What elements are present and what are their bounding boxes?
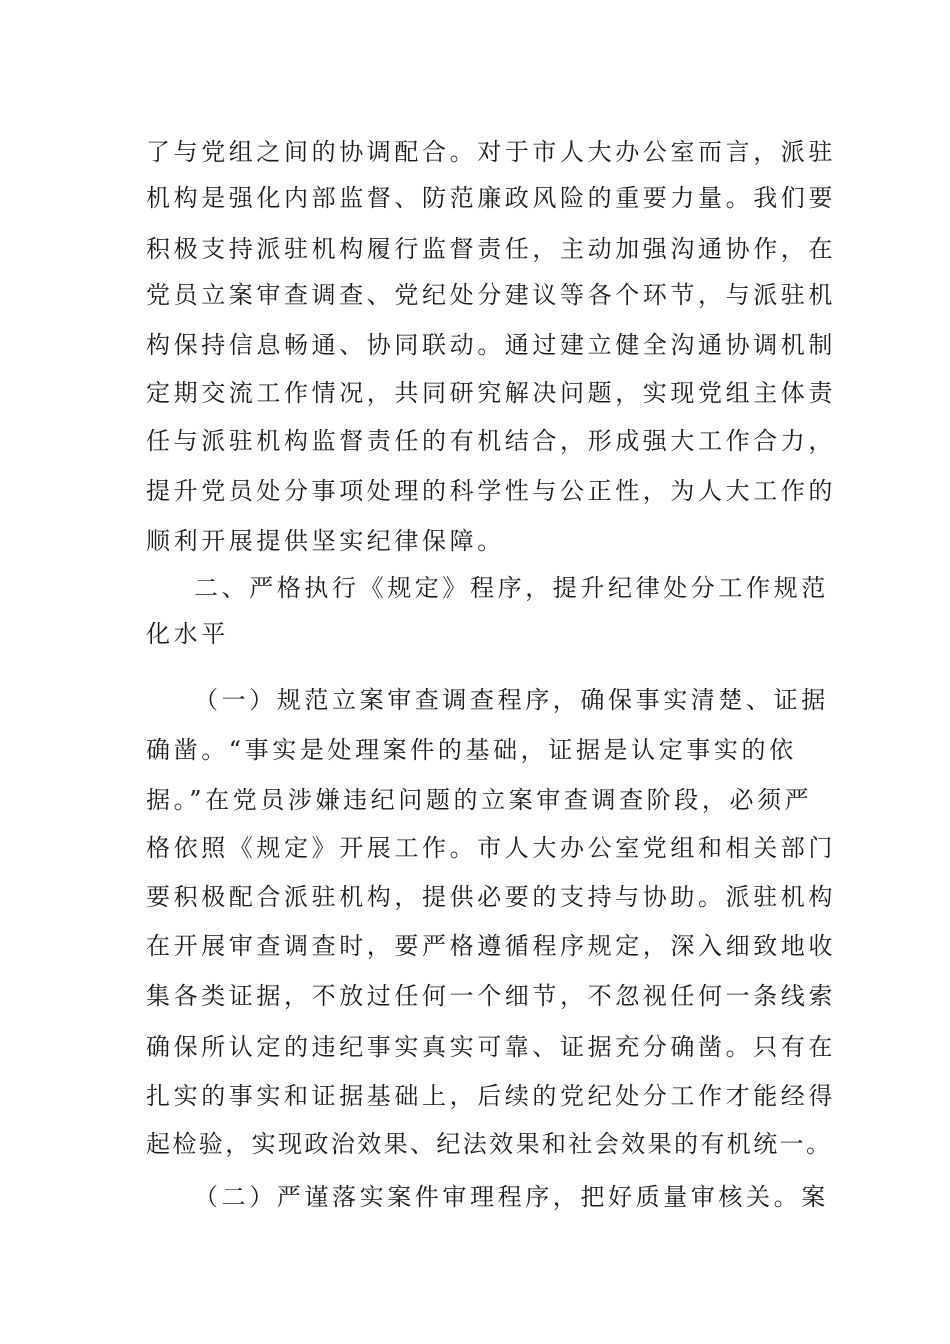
text-line: 确保所认定的违纪事实真实可靠、证据充分确凿。只有在: [146, 1033, 836, 1061]
text-line: 扎实的事实和证据基础上，后续的党纪处分工作才能经得: [146, 1082, 836, 1110]
subsection-heading-1: （一）规范立案审查调查程序，确保事实清楚、证据: [194, 686, 829, 714]
text-line: 定期交流工作情况，共同研究解决问题，实现党组主体责: [146, 379, 836, 407]
text-line: 任与派驻机构监督责任的有机结合，形成强大工作合力，: [146, 427, 836, 455]
text-line: 积极支持派驻机构履行监督责任，主动加强沟通协作，在: [146, 235, 836, 263]
text-line: 提升党员处分事项处理的科学性与公正性，为人大工作的: [146, 477, 836, 505]
text-line: 格依照《规定》开展工作。市人大办公室党组和相关部门: [146, 834, 836, 862]
text-line: 确凿。“事实是处理案件的基础，证据是认定事实的依: [146, 736, 797, 764]
text-line: 了与党组之间的协调配合。对于市人大办公室而言，派驻: [146, 138, 836, 166]
text-line: 集各类证据，不放过任何一个细节，不忽视任何一条线索: [146, 982, 836, 1010]
section-heading: 二、严格执行《规定》程序，提升纪律处分工作规范: [194, 574, 829, 602]
section-heading-continued: 化水平: [146, 620, 229, 648]
text-line: 在开展审查调查时，要严格遵循程序规定，深入细致地收: [146, 932, 836, 960]
text-line: 机构是强化内部监督、防范廉政风险的重要力量。我们要: [146, 184, 836, 212]
text-line: 要积极配合派驻机构，提供必要的支持与协助。派驻机构: [146, 883, 836, 911]
subsection-heading-2: （二）严谨落实案件审理程序，把好质量审核关。案: [194, 1183, 829, 1211]
text-line: 据。”在党员涉嫌违纪问题的立案审查调查阶段，必须严: [146, 786, 813, 814]
text-line: 构保持信息畅通、协同联动。通过建立健全沟通协调机制: [146, 331, 836, 359]
text-line: 党员立案审查调查、党纪处分建议等各个环节，与派驻机: [146, 281, 836, 309]
text-line: 起检验，实现政治效果、纪法效果和社会效果的有机统一。: [146, 1130, 833, 1158]
text-line: 顺利开展提供坚实纪律保障。: [146, 527, 505, 555]
